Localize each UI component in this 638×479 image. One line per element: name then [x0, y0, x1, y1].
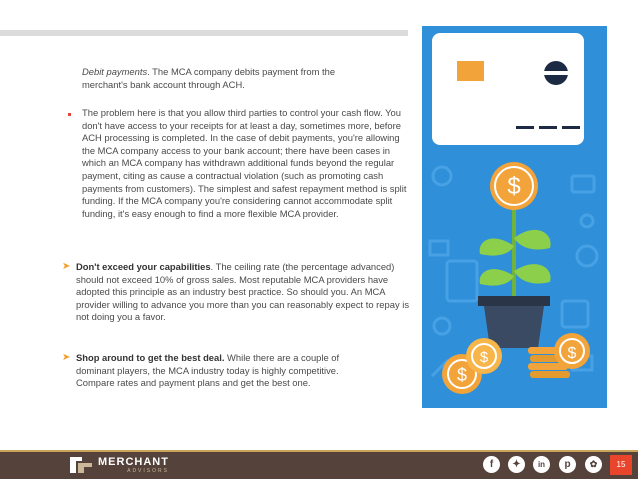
facebook-icon[interactable]: f — [483, 456, 500, 473]
debit-payments-paragraph — [82, 66, 377, 91]
debit-payments-title: Debit payments — [82, 66, 148, 77]
problem-paragraph: The problem here is that you allow third parties to control your cash flow. You don't have access to your receipts for at least a day, sometimes more, before ACH processing is completed. In the case of debit payments, you're allowing the MCA company access to your bank account; there have been cases in which an MCA company has withdrawn additional funds beyond the regular payment, citing as cause a contractual violation (such as promoting cash payments from customers). The simplest and safest repayment method is split funding. If the MCA company you're considering cannot accommodate split funding, it's easy enough to find a more flexible MCA provider. — [82, 107, 407, 219]
svg-text:$: $ — [507, 173, 521, 200]
capabilities-paragraph — [76, 261, 412, 324]
logo-text-advisors: ADVISORS — [127, 467, 169, 474]
arrow-bullet-icon: ➤ — [62, 261, 71, 272]
merchant-advisors-logo[interactable] — [68, 455, 169, 475]
shop-around-text: While there are a couple of dominant players, the MCA industry today is highly competitive. Compare rates and payment plans and get the best one. — [76, 352, 340, 389]
share-icon[interactable]: ✿ — [585, 456, 602, 473]
svg-text:$: $ — [479, 349, 489, 366]
money-plant-illustration — [422, 26, 607, 408]
pinterest-icon[interactable]: p — [559, 456, 576, 473]
arrow-bullet-icon: ➤ — [62, 352, 71, 363]
twitter-icon[interactable]: ✦ — [508, 456, 525, 473]
svg-text:$: $ — [567, 345, 577, 362]
shop-around-title: Shop around to get the best deal. — [76, 352, 225, 363]
capabilities-title: Don't exceed your capabilities — [76, 261, 211, 272]
dollar-coin-icon — [490, 162, 538, 210]
linkedin-icon[interactable]: in — [533, 456, 550, 473]
svg-text:$: $ — [456, 365, 468, 385]
page-number: 15 — [610, 455, 632, 475]
bullet-marker — [68, 113, 71, 116]
shop-around-paragraph — [76, 352, 376, 390]
credit-card-icon — [432, 33, 584, 145]
capabilities-text: . The ceiling rate (the percentage advanced) should not exceed 10% of gross sales. Most reputable MCA providers have adopted this principle as an industry best practice. So should you. An MCA provider willing to advance you more than you can reasonably expect to repay is not doing you a favor. — [76, 261, 410, 323]
logo-text-merchant: MERCHANT — [98, 455, 169, 468]
illustration-svg — [422, 26, 607, 408]
money-plant-icon — [478, 210, 551, 348]
logo-mark-icon — [68, 455, 94, 475]
top-divider-bar — [0, 30, 408, 36]
debit-payments-text: . The MCA company debits payment from the merchant's bank account through ACH. — [82, 66, 336, 90]
